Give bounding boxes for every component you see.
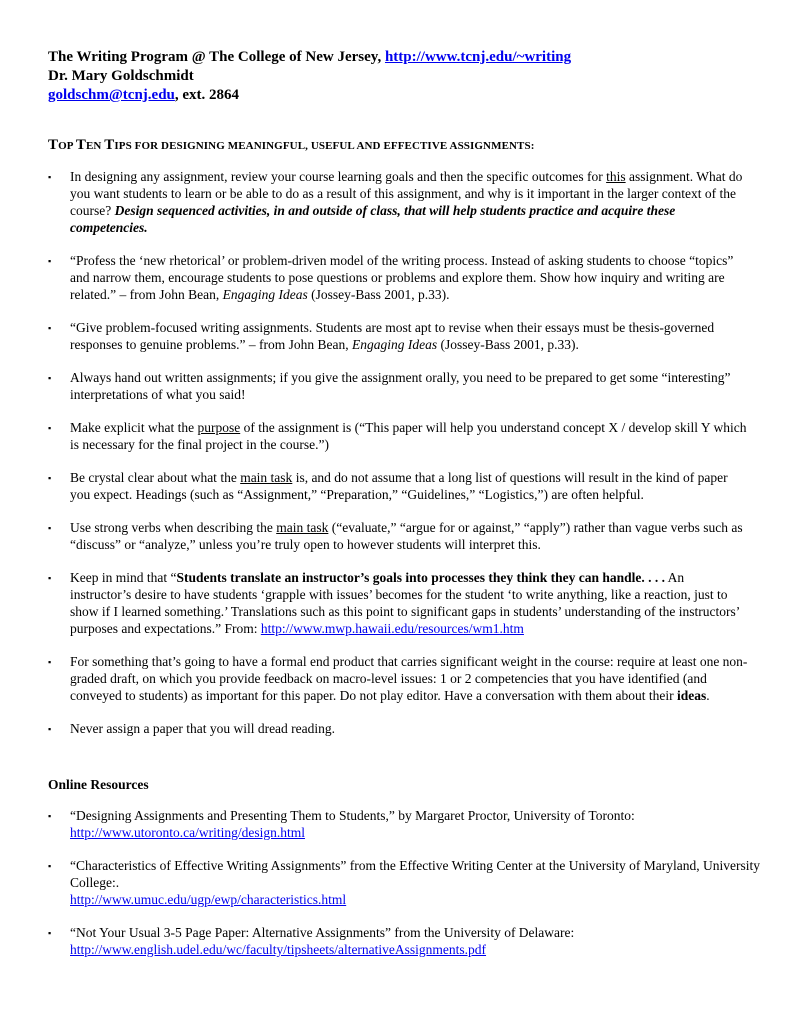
bullet-icon: ▪: [48, 172, 52, 182]
tip-text: Always hand out written assignments; if you give the assignment orally, you need to be prepared to get some “interesting” interpretations of what you said!: [70, 370, 731, 402]
bullet-icon: ▪: [48, 473, 52, 483]
title-cap-tips: T: [104, 137, 115, 153]
online-resources-heading: Online Resources: [48, 777, 149, 792]
tip-text: An instructor’s desire to have students ‘grapple with issues’ becomes for the student ‘to write anything, like a reaction, just to show if I learned something.’ Translations such as this point to significant gaps in students’ understanding of the instructors’ purposes and expectations.” From:: [70, 570, 740, 636]
tip-bold-quote: Students translate an instructor’s goals into processes they think they can handle. . . .: [176, 570, 666, 585]
title-op: OP: [58, 140, 76, 152]
tip-text: Use strong verbs when describing the: [70, 520, 277, 535]
section-title-top-ten-tips: [48, 136, 768, 155]
bullet-icon: ▪: [48, 861, 52, 871]
tip-text: (Jossey-Bass 2001, p.33).: [437, 337, 579, 352]
resource-item-2: [48, 857, 768, 908]
bullet-icon: ▪: [48, 373, 52, 383]
author-name: Dr. Mary Goldschmidt: [48, 68, 194, 84]
bullet-icon: ▪: [48, 928, 52, 938]
title-en: EN: [85, 140, 105, 152]
tip-text: .: [706, 688, 710, 703]
program-website-link[interactable]: http://www.tcnj.edu/~writing: [384, 49, 572, 65]
tip-text: assignment. What do you want students to learn or be able to do as a result of this assignment, and why is it important in the larger context of the course?: [70, 169, 743, 218]
tip-underlined: main task: [276, 520, 329, 535]
online-resources-list: [48, 807, 768, 958]
tip-item-1: [48, 168, 748, 236]
resource-item-1: [48, 807, 768, 841]
tip-text: of the assignment is (“This paper will help you understand concept X / develop skill Y which is necessary for the final project in the course.”): [70, 420, 747, 452]
resource-description: “Characteristics of Effective Writing Assignments” from the Effective Writing Center at the University of Maryland, University College:.: [70, 858, 760, 890]
bullet-icon: ▪: [48, 323, 52, 333]
resource-item-3: [48, 924, 768, 958]
tip-text: is, and do not assume that a long list of questions will result in the kind of paper you expect. Headings (such as “Assignment,” “Preparation,” “Guidelines,” “Logistics,”) are often helpful.: [70, 470, 728, 502]
tip-underlined: purpose: [197, 420, 241, 435]
tip-item-7: [48, 519, 748, 553]
tip-item-5: [48, 419, 748, 453]
bullet-icon: ▪: [48, 724, 52, 734]
resource-description: “Not Your Usual 3-5 Page Paper: Alternative Assignments” from the University of Delaware:: [70, 925, 575, 940]
tip-item-6: [48, 469, 748, 503]
tip-item-8: [48, 569, 748, 637]
title-cap-ten: T: [75, 137, 86, 153]
tip-bold-word: ideas: [676, 688, 707, 703]
tips-list: [48, 168, 748, 737]
tip-text: Make explicit what the: [70, 420, 198, 435]
tip-item-3: [48, 319, 748, 353]
title-rest: IPS FOR DESIGNING MEANINGFUL, USEFUL AND EFFECTIVE ASSIGNMENTS:: [114, 140, 535, 152]
author-extension: , ext. 2864: [174, 87, 240, 103]
tip-underlined: this: [606, 169, 626, 184]
utoronto-link[interactable]: http://www.utoronto.ca/writing/design.html: [70, 825, 305, 840]
bullet-icon: ▪: [48, 523, 52, 533]
tip-text: Never assign a paper that you will dread reading.: [70, 721, 336, 736]
bullet-icon: ▪: [48, 423, 52, 433]
tip-text: (Jossey-Bass 2001, p.33).: [307, 287, 450, 302]
umuc-link[interactable]: http://www.umuc.edu/ugp/ewp/characteristics.html: [70, 892, 347, 907]
tip-item-10: [48, 720, 748, 737]
tip-emphasis: Design sequenced activities, in and outside of class, that will help students practice and acquire these competencies.: [70, 203, 676, 235]
tip-text: For something that’s going to have a formal end product that carries significant weight in the course: require at least one non-graded draft, on which you provide feedback on macro-level issues: 1 or 2 competencies that you have identified (and conveyed to students) as important for this paper. Do not play editor. Have a conversation with them about their: [70, 654, 748, 703]
document-header: [48, 48, 768, 105]
bullet-icon: ▪: [48, 811, 52, 821]
header-line-contact: [48, 86, 768, 105]
hawaii-resource-link[interactable]: http://www.mwp.hawaii.edu/resources/wm1.htm: [260, 621, 524, 636]
tip-item-9: [48, 653, 748, 704]
tip-book-title: Engaging Ideas: [351, 337, 438, 352]
bullet-icon: ▪: [48, 657, 52, 667]
tip-text: Be crystal clear about what the: [70, 470, 241, 485]
author-email-link[interactable]: goldschm@tcnj.edu: [48, 87, 175, 103]
program-name: The Writing Program @ The College of New Jersey,: [48, 49, 385, 65]
tip-text: “Profess the ‘new rhetorical’ or problem-driven model of the writing process. Instead of asking students to choose “topics” and narrow them, encourage students to pose questions or problems and explore them. Show how inquiry and writing are related.” – from John Bean,: [70, 253, 734, 302]
udel-link[interactable]: http://www.english.udel.edu/wc/faculty/tipsheets/alternativeAssignments.pdf: [70, 942, 487, 957]
bullet-icon: ▪: [48, 573, 52, 583]
tip-book-title: Engaging Ideas: [222, 287, 308, 302]
resource-description: “Designing Assignments and Presenting Them to Students,” by Margaret Proctor, University of Toronto:: [70, 808, 635, 823]
tip-item-2: [48, 252, 748, 303]
tip-text: In designing any assignment, review your course learning goals and then the specific outcomes for: [70, 169, 607, 184]
tip-item-4: [48, 369, 748, 403]
bullet-icon: ▪: [48, 256, 52, 266]
tip-underlined: main task: [240, 470, 293, 485]
header-line-program: [48, 48, 768, 67]
title-cap-t: T: [48, 137, 59, 153]
tip-text: Keep in mind that “: [70, 570, 177, 585]
tip-text: (“evaluate,” “argue for or against,” “apply”) rather than vague verbs such as “discuss” or “analyze,” unless you’re truly open to however students will interpret this.: [70, 520, 743, 552]
tip-text: “Give problem-focused writing assignments. Students are most apt to revise when their essays must be thesis-governed responses to genuine problems.” – from John Bean,: [70, 320, 715, 352]
